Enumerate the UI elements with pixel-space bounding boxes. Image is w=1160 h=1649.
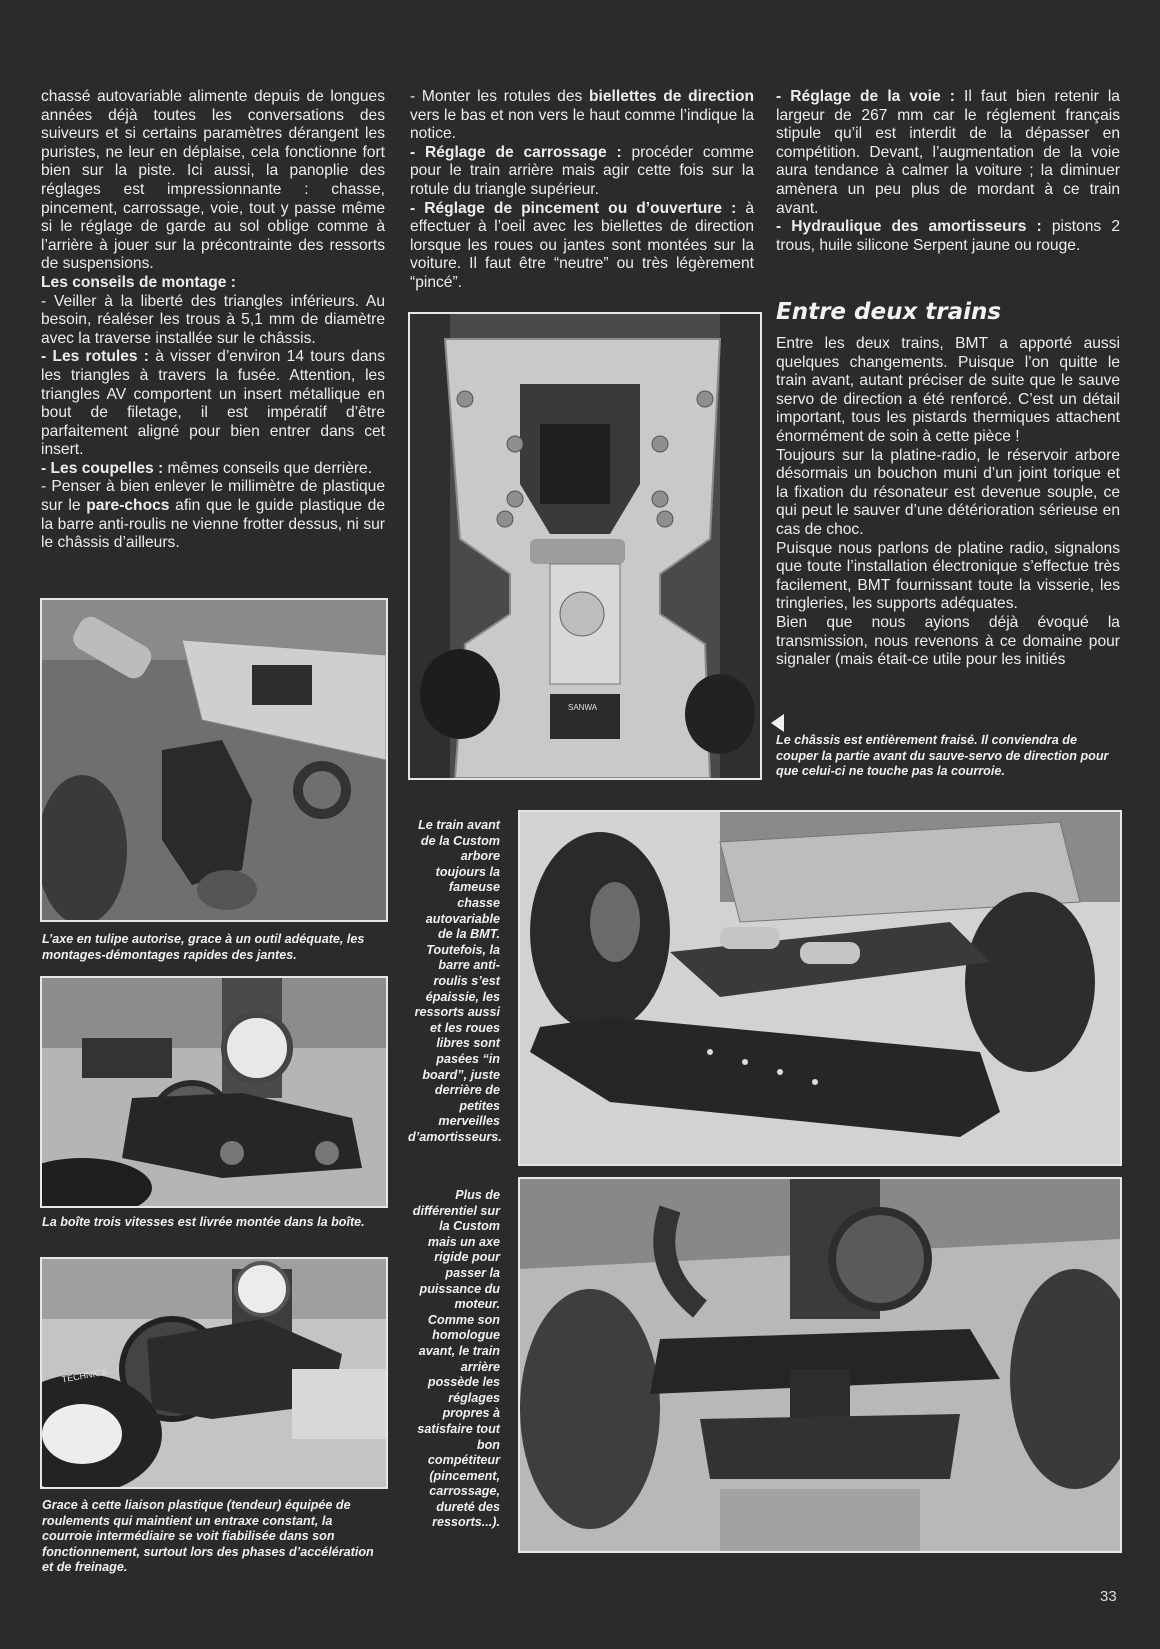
caption-differentiel: Plus de différentiel sur la Custom mais un axe rigide pour passer la puissance du moteur. Comme son homologue avant, le train arrière possède les réglages propres à satisfaire tout bon compétiteur (pincement, carrossage, dureté des ressorts...). xyxy=(412,1188,500,1530)
page-number: 33 xyxy=(1100,1588,1117,1605)
photo-chassis-top xyxy=(408,312,762,780)
col1-paragraph-3: - Penser à bien enlever le millimètre de plastique sur le pare-chocs afin que le guide plastique de la barre anti-roulis ne vienne frotter dessus, ni sur le châssis d’ailleurs. xyxy=(41,478,385,552)
col3-paragraph-4: Puisque nous parlons de platine radio, signalons que toute l’installation électronique s’effectue très facilement, BMT fournissant toute la visserie, les tringleries, les supports adéquates. xyxy=(776,539,1120,613)
caption-liaison: Grace à cette liaison plastique (tendeur) équipée de roulements qui maintient un entraxe constant, la courroie intermédiaire se voit fiabilisée dans son fonctionnement, surtout lors des phases d’accélération et de freinage. xyxy=(42,1498,374,1575)
col1-paragraph-2: - Veiller à la liberté des triangles inférieurs. Au besoin, réaléser les trous à 5,1 mm de diamètre avec la traverse installée sur le châssis. xyxy=(41,292,385,347)
caption-tulipe: L’axe en tulipe autorise, grace à un outil adéquate, les montages-démontages rapides des jantes. xyxy=(42,932,365,962)
section-heading: Entre deux trains xyxy=(776,299,1002,325)
column-3-bottom xyxy=(776,335,1120,670)
photo-front-axle xyxy=(40,598,388,922)
col1-paragraph-1: chassé autovariable alimente depuis de longues années déjà toutes les conversations des suiveurs et si certains paramètres dérangent les puristes, ne leur en déplaise, cela fonctionne fort bien sur la piste. Ici aussi, la panoplie des réglages est impressionnante : chasse, pincement, carrossage, voie, tout y passe même si le réglage de garde au sol oblige comme à l’arrière à jouer sur la précontrainte des ressorts de suspensions. xyxy=(41,88,385,273)
caption-chassis: Le châssis est entièrement fraisé. Il conviendra de couper la partie avant du sauve-servo de direction pour que celui-ci ne touche pas la courroie. xyxy=(776,733,1109,779)
tire-brand-label: TECHNICS xyxy=(60,1366,108,1385)
col3-paragraph-voie: - Réglage de la voie : Il faut bien retenir la largeur de 267 mm car le réglement français stipule qu’il est interdit de la dépasser en compétition. Devant, l’augmentation de la voie aura tendance à calmer la voiture ; la diminuer amènera un peu plus de mordant à ce train avant. xyxy=(776,88,1120,217)
caption-train-avant: Le train avant de la Custom arbore toujours la fameuse chasse autovariable de la BMT. Toutefois, la barre anti-roulis s’est épaissie, les ressorts aussi et les roues libres sont pasées “in board”, juste derrière de petites merveilles d’amortisseurs. xyxy=(408,818,502,1144)
col2-paragraph-pincement: - Réglage de pincement ou d’ouverture : à effectuer à l’oeil avec les biellettes de direction lorsque les roues ou jantes sont montées sur la voiture. Il faut être “neutre” ou très légèrement “pincé”. xyxy=(410,199,754,291)
col1-paragraph-coupelles: - Les coupelles : mêmes conseils que derrière. xyxy=(41,459,373,477)
col1-paragraph-rotules: - Les rotules : à visser d’environ 14 tours dans les triangles à travers la fusée. Attention, les triangles AV comportent un insert métallique en bout de filetage, il est impératif d’être parfaitement aligné pour bien entrer dans cet insert. xyxy=(41,348,385,459)
photo-gearbox xyxy=(40,976,388,1208)
photo-tensioner xyxy=(40,1257,388,1489)
col3-paragraph-2: Entre les deux trains, BMT a apporté aussi quelques changements. Puisque l’on quitte le train avant, autant préciser de suite que le sauve servo de direction a été renforcé. C’est un détail important, tous les pistards thermiques attachent énormément de soin à cette pièce ! xyxy=(776,335,1120,445)
conseils-title: Les conseils de montage : xyxy=(41,273,236,291)
photo-rear-axle xyxy=(518,1177,1122,1553)
column-3-top xyxy=(776,88,1120,255)
column-1 xyxy=(41,88,385,553)
photo-front-suspension xyxy=(518,810,1122,1166)
column-2 xyxy=(410,88,754,293)
col3-paragraph-hydraulique: - Hydraulique des amortisseurs : pistons 2 trous, huile silicone Serpent jaune ou rouge. xyxy=(776,218,1121,254)
caption-arrow-icon xyxy=(771,714,784,732)
col2-paragraph-1: - Monter les rotules des biellettes de direction vers le bas et non vers le haut comme l’indique la notice. xyxy=(410,88,754,143)
servo-brand-label: SANWA xyxy=(568,703,598,712)
col3-paragraph-5: Bien que nous ayions déjà évoqué la transmission, nous revenons à ce domaine pour signaler (mais était-ce utile pour les initiés xyxy=(776,613,1120,669)
col3-paragraph-3: Toujours sur la platine-radio, le réservoir arbore désormais un bouchon muni d’un joint torique et la fixation du résonateur est devenue souple, ce qui peut le sauver d’une détérioration sérieuse en cas de choc. xyxy=(776,446,1120,538)
caption-boite: La boîte trois vitesses est livrée montée dans la boîte. xyxy=(42,1215,365,1229)
col2-paragraph-carrossage: - Réglage de carrossage : procéder comme pour le train arrière mais agir cette fois sur la rotule du triangle supérieur. xyxy=(410,143,754,198)
